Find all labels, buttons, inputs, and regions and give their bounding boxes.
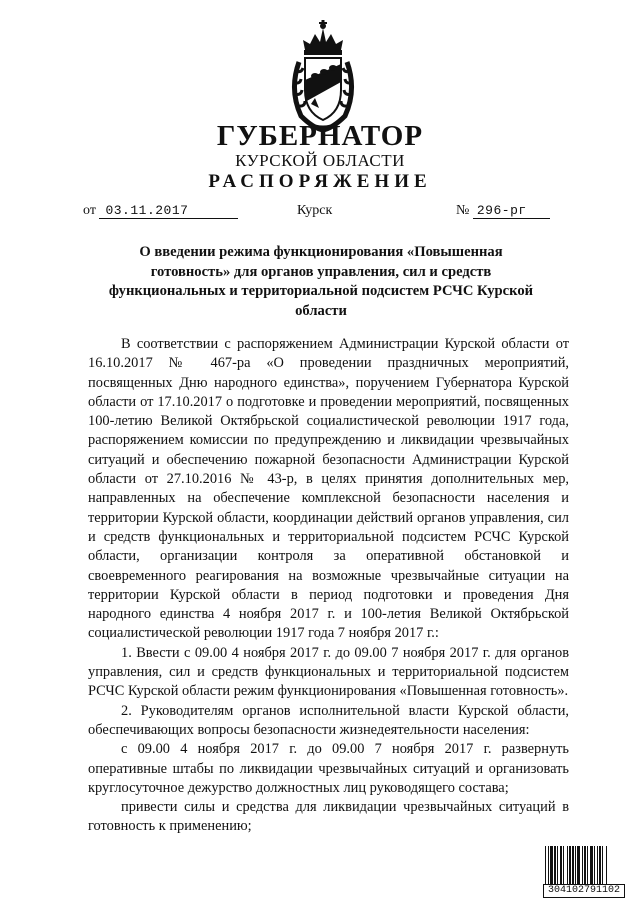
- barcode-bars-icon: [545, 846, 623, 884]
- barcode-bar: [602, 846, 603, 884]
- barcode-bar: [587, 846, 588, 884]
- barcode-number: 304102791102: [543, 884, 625, 898]
- barcode-bar: [577, 846, 580, 884]
- document-date: [83, 203, 238, 219]
- region-name: КУРСКОЙ ОБЛАСТИ: [235, 151, 405, 170]
- barcode-bar: [597, 846, 598, 884]
- barcode-bar: [584, 846, 586, 884]
- barcode-bar: [545, 846, 546, 884]
- document-type: РАСПОРЯЖЕНИЕ: [208, 171, 432, 192]
- barcode-bar: [575, 846, 576, 884]
- barcode-bar: [572, 846, 574, 884]
- body-paragraph: В соответствии с распоряжением Администрации Курской области от 16.10.2017 № 467-ра «О проведении праздничных мероприятий, посвященных Дню народного единства», поручением Губернатора Курской области от 17.10.2017 о подготовке и проведении мероприятий, посвященных 100-летию Великой Октябрьской социалистической революции 1917 года, распоряжением комиссии по предупреждению и ликвидации чрезвычайных ситуаций и обеспечению пожарной безопасности Администрации Курской области от 27.10.2016 № 43-р, в целях принятия дополнительных мер, направленных на обеспечение комплексной безопасности населения и территории Курской области, координации действий органов управления, сил и средств функциональных и территориальной подсистем РСЧС Курской области, организации контроля за оперативной обстановкой и своевременного реагирования на возможные чрезвычайные ситуации на территории Курской области в период подготовки и проведения Дня народного единства 4 ноября 2017 г. и 100-летия Великой Октябрьской социалистической революции 1917 года 7 ноября 2017 г.:: [88, 336, 569, 642]
- document-subject: О введении режима функционирования «Повышенная готовность» для органов управления, сил и средств функциональных и территориальной подсистем РСЧС Курской области: [108, 244, 534, 319]
- barcode-bar: [606, 846, 607, 884]
- number-value: 296-рг: [473, 204, 550, 219]
- barcode-bar: [548, 846, 549, 884]
- barcode-bar: [582, 846, 583, 884]
- barcode-bar: [590, 846, 593, 884]
- document-heading: ГУБЕРНАТОР: [216, 120, 424, 152]
- date-value: 03.11.2017: [99, 204, 238, 219]
- barcode: [543, 846, 625, 898]
- document-city: Курск: [297, 203, 333, 218]
- barcode-bar: [554, 846, 556, 884]
- document-body: [88, 335, 569, 837]
- barcode-bar: [567, 846, 568, 884]
- body-paragraph: с 09.00 4 ноября 2017 г. до 09.00 7 ноября 2017 г. развернуть оперативные штабы по ликвидации чрезвычайных ситуаций и организовать круглосуточное дежурство должностных лиц руководящего состава;: [88, 741, 569, 796]
- coat-of-arms-icon: [283, 20, 363, 132]
- barcode-bar: [560, 846, 562, 884]
- number-prefix: №: [456, 203, 470, 218]
- body-paragraph: 1. Ввести с 09.00 4 ноября 2017 г. до 09.00 7 ноября 2017 г. для органов управления, сил и средств функциональных и территориальной подсистем РСЧС Курской области режим функционирования «Повышенная готовность».: [88, 644, 569, 700]
- date-prefix: от: [83, 203, 96, 218]
- barcode-bar: [557, 846, 558, 884]
- document-number: [456, 203, 550, 219]
- barcode-bar: [569, 846, 571, 884]
- barcode-bar: [563, 846, 564, 884]
- body-paragraph: привести силы и средства для ликвидации чрезвычайных ситуаций в готовность к применению;: [88, 799, 569, 835]
- barcode-bar: [594, 846, 595, 884]
- barcode-bar: [550, 846, 553, 884]
- body-paragraph: 2. Руководителям органов исполнительной власти Курской области, обеспечивающих вопросы безопасности жизнедеятельности населения:: [88, 702, 569, 738]
- barcode-bar: [599, 846, 601, 884]
